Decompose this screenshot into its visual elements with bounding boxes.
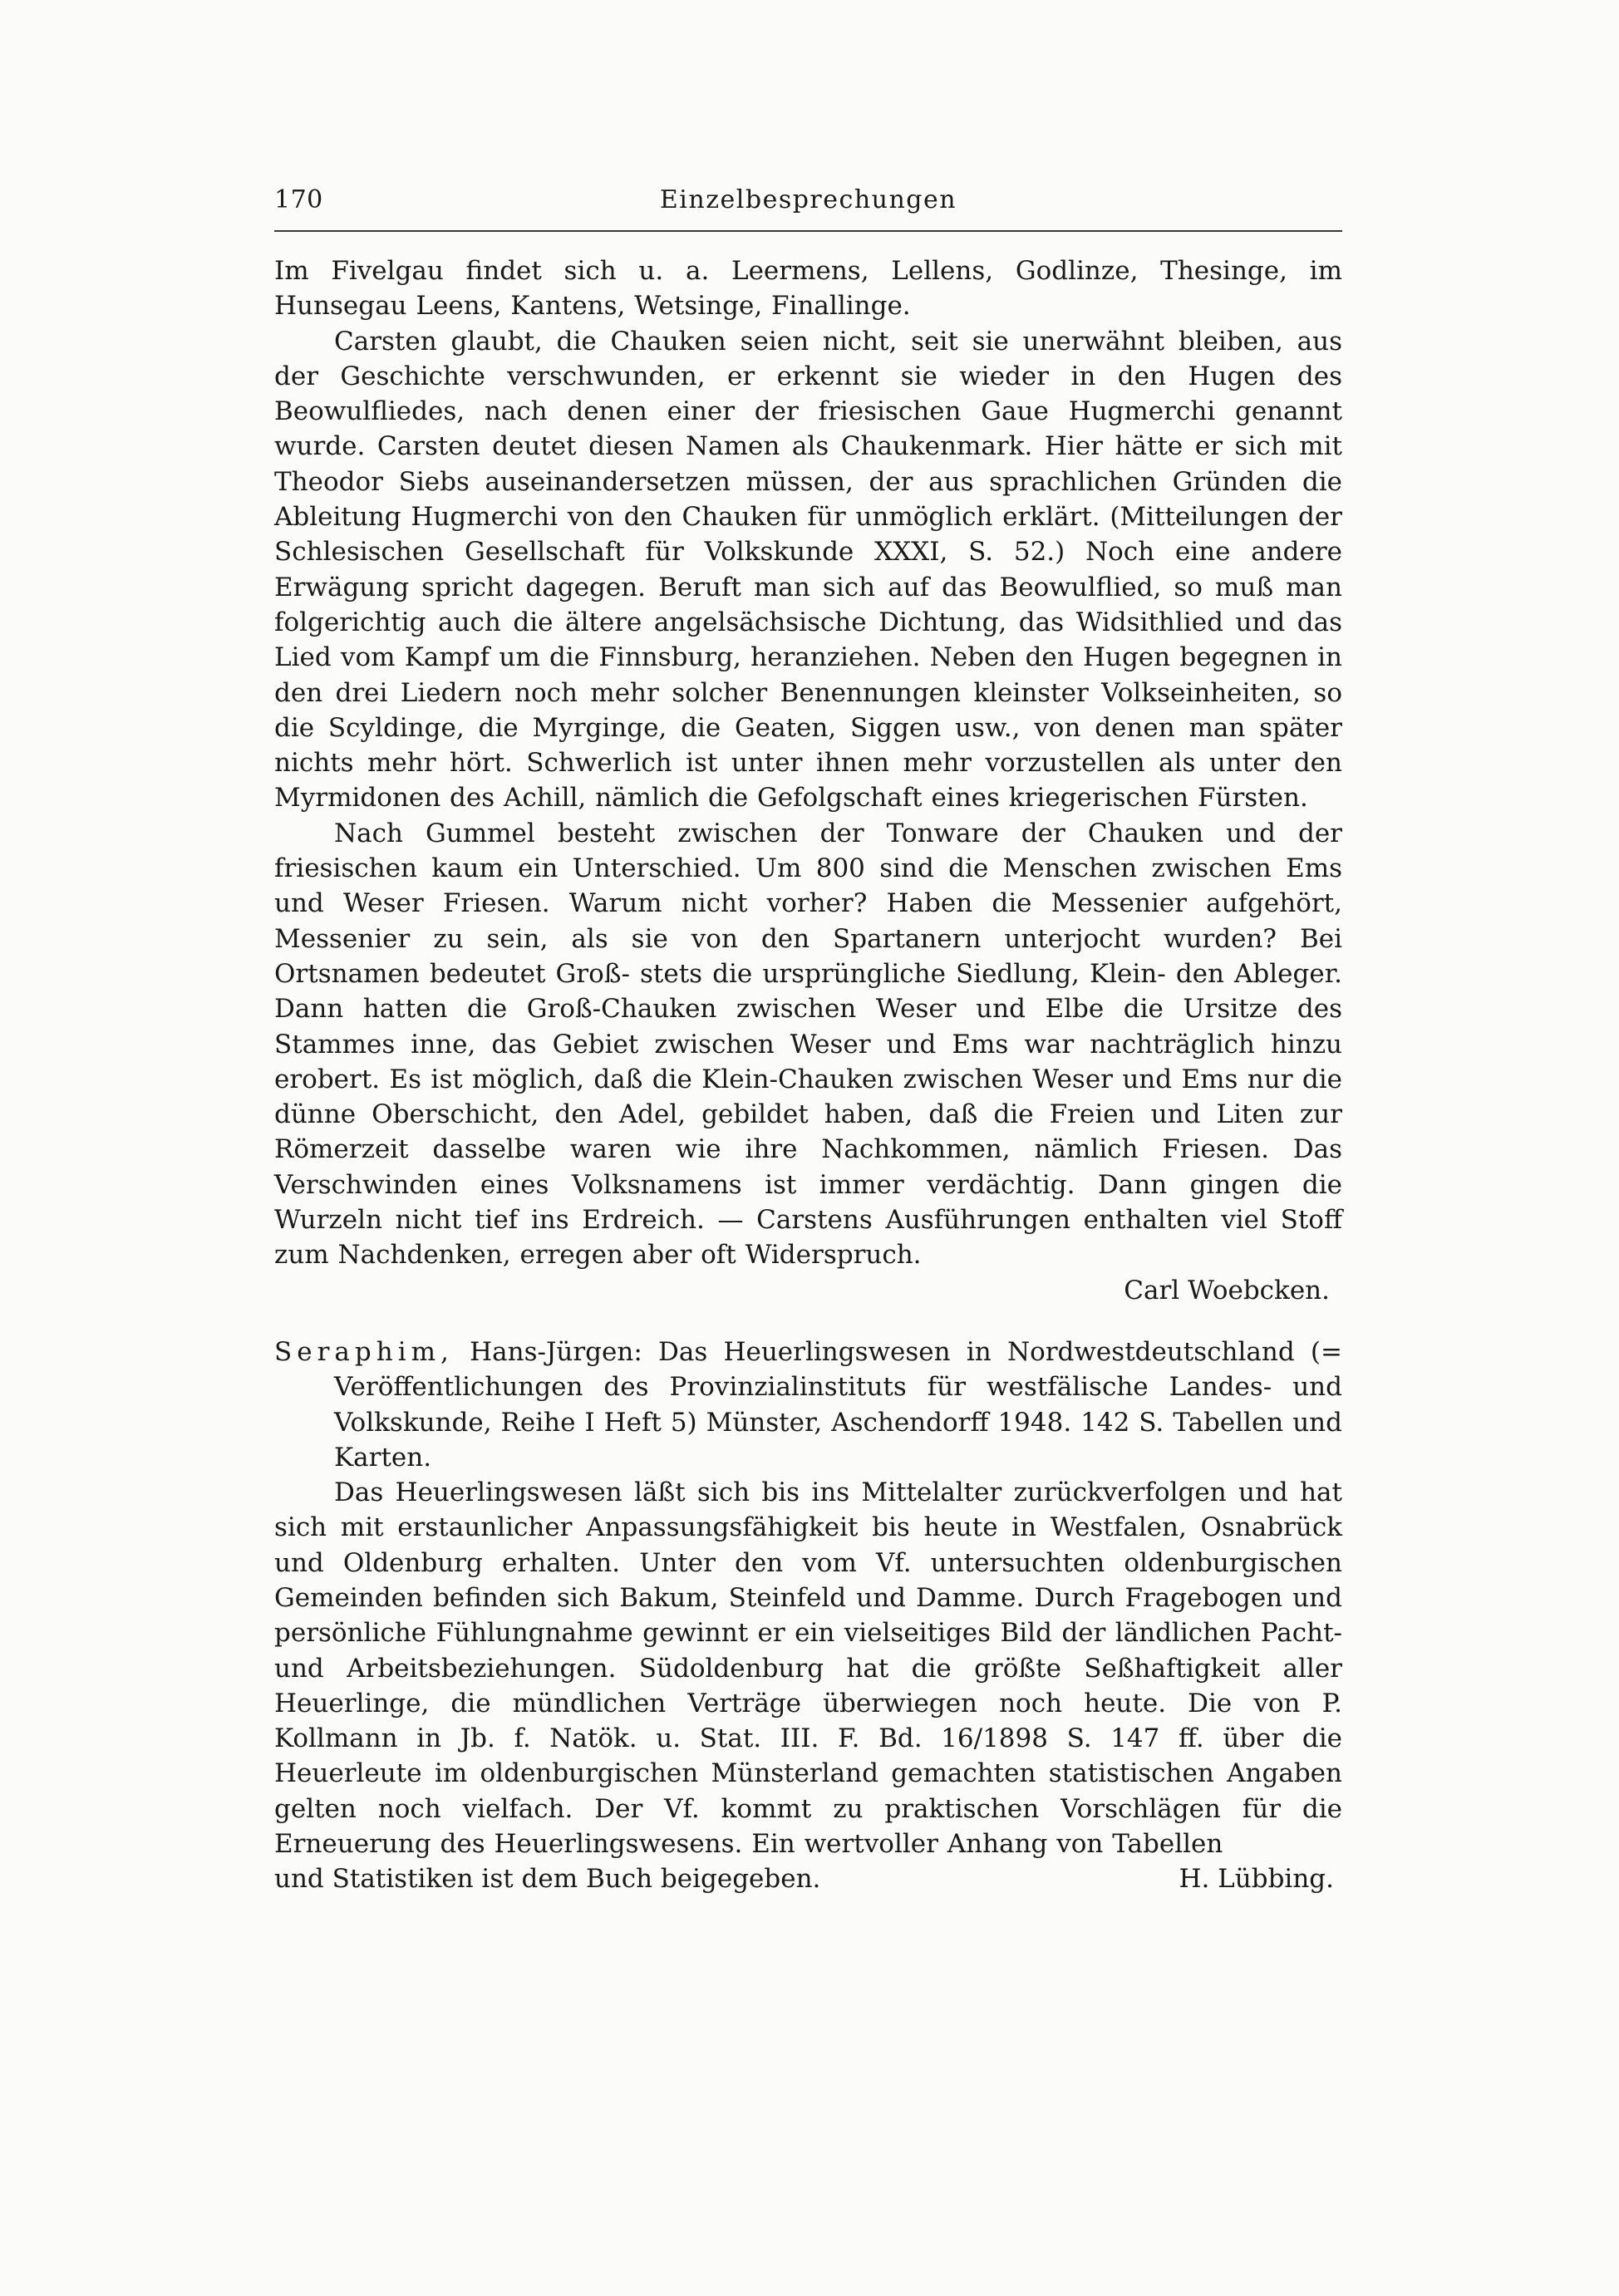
bibliographic-entry (274, 1335, 1342, 1475)
page (274, 179, 1342, 1897)
page-number: 170 (274, 185, 323, 214)
reviewer-signature: H. Lübbing. (1179, 1864, 1334, 1895)
review-paragraph: Nach Gummel besteht zwischen der Tonware der Chauken und der friesischen kaum ein Unterschied. Um 800 sind die Menschen zwischen Ems und Weser Friesen. Warum nicht vorher? Haben die Messenier aufgehört, Messenier zu sein, als sie von den Spartanern unterjocht wurden? Bei Ortsnamen bedeutet Groß- stets die ursprüngliche Siedlung, Klein- den Ableger. Dann hatten die Groß-Chauken zwischen Weser und Elbe die Ursitze des Stammes inne, das Gebiet zwischen Weser und Ems war nachträglich hinzu erobert. Es ist möglich, daß die Klein-Chauken zwischen Weser und Ems nur die dünne Oberschicht, den Adel, gebildet haben, daß die Freien und Liten zur Römerzeit dasselbe waren wie ihre Nachkommen, nämlich Friesen. Das Verschwinden eines Volksnamens ist immer verdächtig. Dann gingen die Wurzeln nicht tief ins Erdreich. — Carstens Ausführungen enthalten viel Stoff zum Nachdenken, erregen aber oft Widerspruch. (274, 818, 1342, 1271)
book-citation: Hans-Jürgen: Das Heuerlingswesen in Nordwestdeutschland (= Veröffentlichungen des Provinzialinstituts für westfälische Landes- und Volkskunde, Reihe I Heft 5) Münster, Aschendorff 1948. 142 S. Tabellen und Karten. (334, 1336, 1342, 1472)
review-paragraph: Das Heuerlingswesen läßt sich bis ins Mittelalter zurückverfolgen und hat sich mit erstaunlicher Anpassungsfähigkeit bis heute in Westfalen, Osnabrück und Oldenburg erhalten. Unter den vom Vf. untersuchten oldenburgischen Gemeinden befinden sich Bakum, Steinfeld und Damme. Durch Fragebogen und persönliche Fühlungnahme gewinnt er ein vielseitiges Bild der ländlichen Pacht- und Arbeitsbeziehungen. Südoldenburg hat die größte Seßhaftigkeit aller Heuerlinge, die mündlichen Verträge überwiegen noch heute. Die von P. Kollmann in Jb. f. Natök. u. Stat. III. F. Bd. 16/1898 S. 147 ff. über die Heuerleute im oldenburgischen Münsterland gemachten statistischen Angaben gelten noch vielfach. Der Vf. kommt zu praktischen Vorschlägen für die Erneuerung des Heuerlingswesens. Ein wertvoller Anhang von Tabellen (274, 1477, 1342, 1860)
page-header (274, 179, 1342, 222)
review-paragraph: Carsten glaubt, die Chauken seien nicht, seit sie unerwähnt bleiben, aus der Geschichte verschwunden, er erkennt sie wieder in den Hugen des Beowulfliedes, nach denen einer der friesischen Gaue Hugmerchi genannt wurde. Carsten deutet diesen Namen als Chaukenmark. Hier hätte er sich mit Theodor Siebs auseinandersetzen müssen, der aus sprachlichen Gründen die Ableitung Hugmerchi von den Chauken für unmöglich erklärt. (Mitteilungen der Schlesischen Gesellschaft für Volkskunde XXXI, S. 52.) Noch eine andere Erwägung spricht dagegen. Beruft man sich auf das Beowulflied, so muß man folgerichtig auch die ältere angelsächsische Dichtung, das Widsithlied und das Lied vom Kampf um die Finnsburg, heranziehen. Neben den Hugen begegnen in den drei Liedern noch mehr solcher Benennungen kleinster Volkseinheiten, so die Scyldinge, die Myrginge, die Geaten, Siggen usw., von denen man später nichts mehr hört. Schwerlich ist unter ihnen mehr vorzustellen als unter den Myrmidonen des Achill, nämlich die Gefolgschaft eines kriegerischen Fürsten. (274, 326, 1342, 814)
book-author: Seraphim, (274, 1336, 454, 1367)
review-closing-line (274, 1861, 1342, 1896)
review-last-sentence: und Statistiken ist dem Buch beigegeben. (274, 1864, 821, 1895)
header-rule (274, 230, 1342, 232)
reviewer-signature: Carl Woebcken. (1124, 1275, 1330, 1305)
review-seraphim (274, 1335, 1342, 1897)
review-woebcken (274, 253, 1342, 1308)
running-title: Einzelbesprechungen (659, 185, 957, 214)
review-paragraph: Im Fivelgau findet sich u. a. Leermens, Lellens, Godlinze, Thesinge, im Hunsegau Leens, Kantens, Wetsinge, Finallinge. (274, 256, 1342, 322)
